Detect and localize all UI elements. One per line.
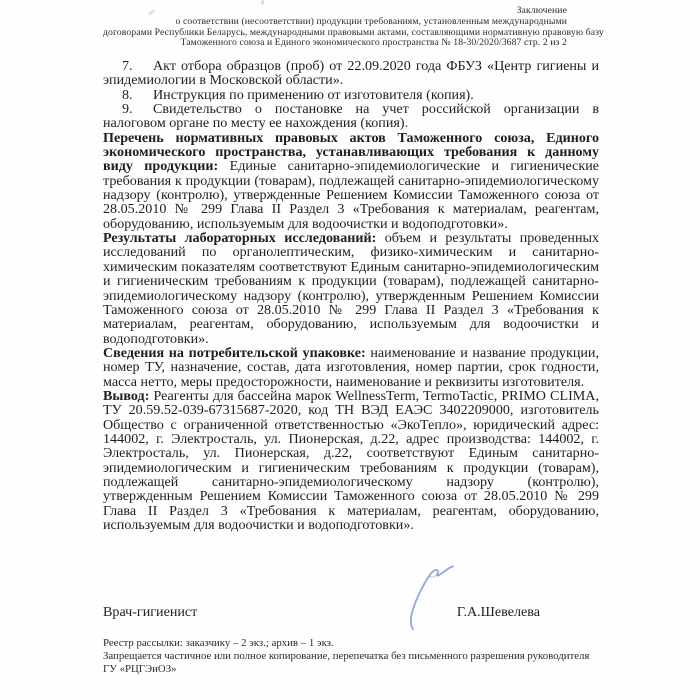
header-subtitle-line-2: договорами Республики Беларусь, международными правовыми актами, составляющими нормативную правовую базу (103, 26, 604, 38)
signatory-name: Г.А.Шевелева (456, 604, 540, 620)
paragraph-text: наименование и название продукции, номер ТУ, назначение, состав, дата изготовления, номер партии, срок годности, масса нетто, меры предосторожности, наименование и реквизиты изготовителя. (103, 344, 599, 390)
footer-distribution-line: Реестр рассылки: заказчику – 2 экз.; архив – 1 экз. (103, 637, 334, 649)
list-item-number: 9. (122, 101, 133, 118)
scan-smudge (261, 0, 264, 5)
paragraph-text: Единые санитарно-эпидемиологические и гигиенические требования к продукции (товарам), подлежащей санитарно-эпидемиологическому надзору (контролю), утвержденные Решением Комиссии Таможенного союза от 28.05.2010 № 299 Глава II Раздел 3 «Требования к материалам, реагентам, оборудованию, используемым для водоочистки и водоподготовки». (103, 158, 599, 232)
signature-row (103, 604, 540, 620)
list-item-text: Акт отбора образцов (проб) от 22.09.2020 года ФБУЗ «Центр гигиены и эпидемиологии в Московской области». (103, 58, 599, 89)
paragraph-lead: Вывод: (103, 387, 150, 404)
list-item-text: Инструкция по применению от изготовителя (копия). (153, 86, 474, 103)
list-item-text: Свидетельство о постановке на учет российской организации в налоговом органе по месту ее нахождения (копия). (103, 101, 599, 132)
footer-copy-restriction-line: Запрещается частичное или полное копирование, перепечатка без письменного разрешения руководителя ГУ «РЦГЭиОЗ» (103, 650, 590, 676)
paragraph-text: объем и результаты проведенных исследований по органолептическим, физико-химическим и санитарно-химическим показателям соответствуют Единым санитарно-эпидемиологическим и гигиеническим требованиям к продукции (товарам), подлежащей санитарно-эпидемиологическому надзору (контролю), утвержденным Решением Комиссии Таможенного союза от 28.05.2010 № 299 Глава II Раздел 3 «Требования к материалам, реагентам, оборудованию, используемым для водоочистки и водоподготовки». (103, 230, 600, 347)
paragraph-lead: Сведения на потребительской упаковке: (103, 344, 366, 361)
paragraph-lead: Перечень нормативных правовых актов Таможенного союза, Единого экономического пространства, устанавливающих требования к данному виду продукции: (103, 129, 599, 175)
signatory-role: Врач-гигиенист (103, 604, 198, 620)
paragraph-lead: Результаты лабораторных исследований: (103, 230, 377, 247)
header-title: Заключение (516, 5, 567, 16)
list-item-7 (103, 59, 599, 88)
document-footer (103, 637, 601, 676)
paragraph-packaging-info (103, 346, 599, 389)
handwritten-signature-ink (396, 551, 468, 633)
document-header (103, 5, 604, 49)
list-item-8 (103, 88, 599, 102)
paragraph-text: Реагенты для бассейна марок WellnessTerm, TermoTactic, PRIMO CLIMA, ТУ 20.59.52-039-67315687-2020, код ТН ВЭД ЕАЭС 3402209000, изготовитель Общество с ограниченной ответственностью «ЭкоТепло», юридический адрес: 144002, г. Электросталь, ул. Пионерская, д.22, адрес производства: 144002, г. Электросталь, ул. Пионерская, д.22, соответствуют Единым санитарно-эпидемиологическим и гигиеническим требованиям к продукции (товарам), подлежащей санитарно-эпидемиологическому надзору (контролю), утвержденным Решением Комиссии Таможенного союза от 28.05.2010 № 299 Глава II Раздел 3 «Требования к материалам, реагентам, оборудованию, используемым для водоочистки и водоподготовки». (103, 387, 599, 533)
header-subtitle-line-1: о соответствии (несоответствии) продукции требованиям, установленным международными (175, 15, 567, 27)
list-item-number: 8. (122, 86, 133, 103)
paragraph-conclusion (103, 389, 599, 532)
paragraph-lab-results (103, 231, 599, 346)
list-item-9 (103, 102, 599, 131)
paragraph-normative-acts (103, 131, 599, 231)
header-subtitle-line-3: Таможенного союза и Единого экономического пространства № 18-30/2020/3687 стр. 2 из 2 (180, 37, 567, 49)
document-body (103, 59, 599, 532)
list-item-number: 7. (122, 58, 133, 74)
